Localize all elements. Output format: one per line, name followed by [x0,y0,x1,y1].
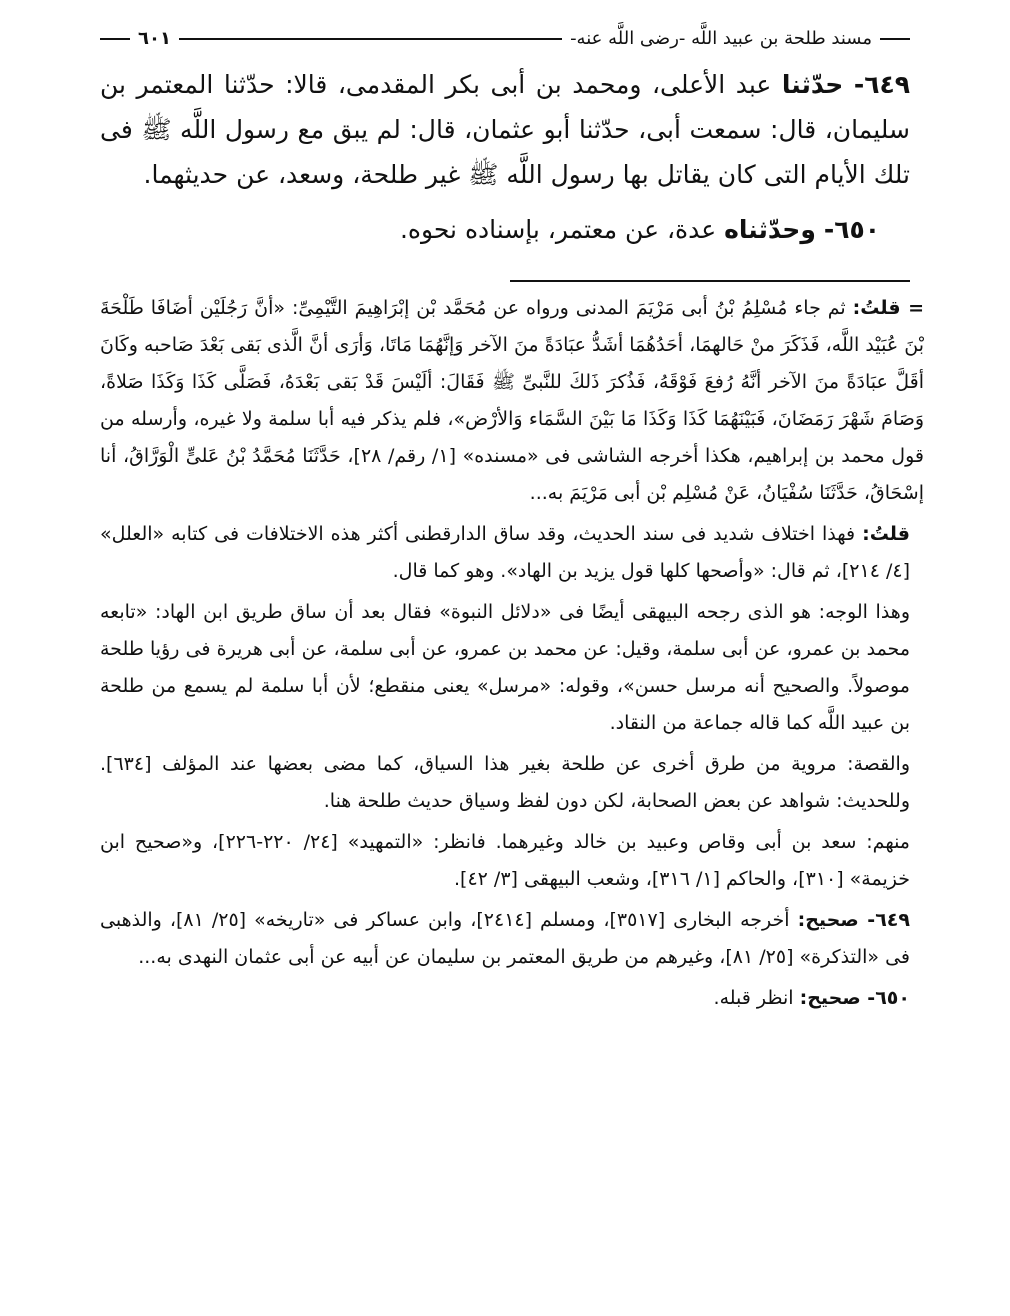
footnote-text: والقصة: مروية من طرق أخرى عن طلحة بغير هذا السياق، كما مضى بعضها عند المؤلف [٦٣٤]. وللحديث: شواهد عن بعض الصحابة، لكن دون لفظ وسياق حديث طلحة هنا. [100,753,910,812]
hadith-text: عبد الأعلى، ومحمد بن أبى بكر المقدمى، قالا: حدّثنا المعتمر بن سليمان، قال: سمعت أبى، حدّثنا أبو عثمان، قال: لم يبق مع رسول اللَّه ﷺ فى تلك الأيام التى كان يقاتل بها رسول اللَّه ﷺ غير طلحة، وسعد، عن حديثهما. [100,70,910,189]
separator-rule [510,280,910,282]
hadith-649 [100,62,910,197]
main-text [100,62,910,252]
hadith-650 [100,207,910,252]
footnote-text: منهم: سعد بن أبى وقاص وعبيد بن خالد وغيرهما. فانظر: «التمهيد» [٢٤/ ٢٢٠-٢٢٦]، و«صحيح ابن خزيمة» [٣١٠]، والحاكم [١/ ٣١٦]، وشعب البيهقى [٣/ ٤٢]. [100,831,910,890]
running-header [100,18,910,58]
footnote-paragraph [100,290,924,512]
footnote-lead: ٦٤٩- صحيح: [797,909,910,931]
footnote-paragraph [100,980,910,1017]
header-rule-left [100,38,130,40]
header-rule-right [880,38,910,40]
footnote-lead: ٦٥٠- صحيح: [799,987,910,1009]
footnote-text: أخرجه البخارى [٣٥١٧]، ومسلم [٢٤١٤]، وابن عساكر فى «تاريخه» [٢٥/ ٨١]، والذهبى فى «التذكرة» [٢٥/ ٨١]، وغيرهم من طريق المعتمر بن سليمان عن أبيه عن أبى عثمان النهدى به... [100,909,910,968]
footnote-paragraph [100,746,910,820]
footnote-text: ثم جاء مُسْلِمُ بْنُ أبى مَرْيَمَ المدنى ورواه عن مُحَمَّد بْن إبْرَاهِيمَ التَّيْمِىِّ: «أنَّ رَجُلَيْن أضَافَا طَلْحَةَ بْنَ عُبَيْد اللَّه، فَذَكَرَ منْ حَالهمَا، أحَدُهُمَا أشَدُّ عبَادَةً منَ الآخر وَإنَّهُمَا مَاتَا، وَأرَى أنَّ الَّذى بَقى بَعْدَ صَاحبه وكَانَ أقَلَّ عبَادَةً منَ الآخر أنَّهُ رُفعَ فَوْقَهُ، فَذُكرَ ذَلكَ للنَّبىِّ ﷺ فَقَالَ: ألَيْسَ قَدْ بَقى بَعْدَهُ، فَصَلَّى كَذَا وَكَذَا صَلاةً، وَصَامَ شَهْرَ رَمَضَانَ، فَبَيْنَهُمَا كَذَا وَكَذَا مَا بَيْنَ السَّمَاء وَالأرْض»، فلم يذكر فيه أبا سلمة ولا غيره، وأرسله من قول محمد بن إبراهيم، هكذا أخرجه الشاشى فى «مسنده» [١/ رقم/ ٢٨]، حَدَّثَنَا مُحَمَّدُ بْنُ عَلىٍّ الْوَرَّاقُ، أنا إسْحَاقُ، حَدَّثَنَا سُفْيَانُ، عَنْ مُسْلِم بْن أبى مَرْيَمَ به... [100,297,924,504]
footnote-text: فهذا اختلاف شديد فى سند الحديث، وقد ساق الدارقطنى أكثر هذه الاختلافات فى كتابه «العلل» [٤/ ٢١٤]، ثم قال: «وأصحها كلها قول يزيد بن الهاد». وهو كما قال. [100,523,910,582]
page-number: ٦٠١ [138,27,171,49]
footnote-text: انظر قبله. [713,987,794,1009]
footnote-paragraph [100,902,910,976]
hadith-text: عدة، عن معتمر، بإسناده نحوه. [399,215,717,244]
footnote-separator [100,274,910,290]
header-title: مسند طلحة بن عبيد اللَّه -رضى اللَّه عنه- [570,27,872,49]
footnote-lead: = قلتُ: [852,297,924,319]
header-rule [179,38,562,40]
footnote-lead: قلتُ: [862,523,911,545]
hadith-number: ٦٥٠- [823,215,880,244]
footnote-paragraph [100,594,910,742]
footnote-paragraph [100,824,910,898]
hadith-number: ٦٤٩- [853,70,910,99]
hadith-lead: حدّثنا [781,70,844,99]
hadith-lead: وحدّثناه [724,215,816,244]
footnote-text: وهذا الوجه: هو الذى رجحه البيهقى أيضًا فى «دلائل النبوة» فقال بعد أن ساق طريق ابن الهاد: «تابعه محمد بن عمرو، عن أبى سلمة، وقيل: عن محمد بن عمرو، عن أبى سلمة، عن أبى هريرة فى رؤيا طلحة موصولاً. والصحيح أنه مرسل حسن»، وقوله: «مرسل» يعنى منقطع؛ لأن أبا سلمة لم يسمع من طلحة بن عبيد اللَّه كما قاله جماعة من النقاد. [100,601,910,734]
page [100,18,924,1316]
footnotes [100,290,924,1017]
footnote-paragraph [100,516,910,590]
